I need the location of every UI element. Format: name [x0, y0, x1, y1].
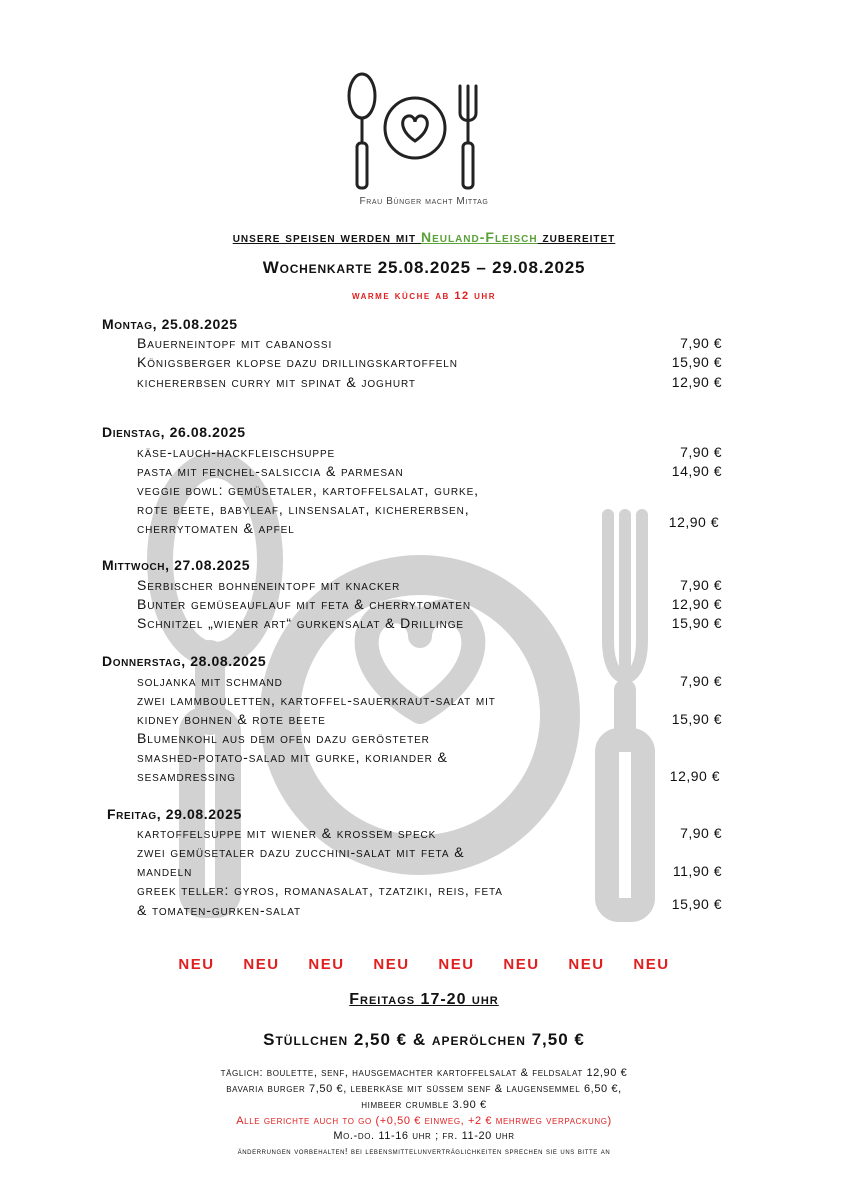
day-heading-thursday: Donnerstag, 28.08.2025	[102, 653, 267, 669]
menu-item: mandeln	[137, 863, 193, 879]
menu-item: & tomaten-gurken-salat	[137, 902, 302, 918]
menu-price: 15,90 €	[671, 615, 722, 631]
menu-price: 7,90 €	[680, 335, 722, 351]
menu-item: soljanka mit schmand	[137, 673, 283, 689]
footer-burger: bavaria burger 7,50 €, leberkäse mit süssem senf & laugensemmel 6,50 €,	[226, 1083, 622, 1095]
menu-price: 11,90 €	[672, 863, 722, 879]
friday-hours-heading: Freitags 17-20 uhr	[349, 991, 499, 1008]
footer-to-go: Alle gerichte auch to go (+0,50 € einweg, +2 € mehrweg verpackung)	[236, 1115, 612, 1127]
menu-item: veggie bowl: gemüsetaler, kartoffelsalat, gurke,	[137, 482, 479, 498]
day-heading-friday: Freitag, 29.08.2025	[107, 806, 242, 822]
menu-item: rote beete, babyleaf, linsensalat, kichererbsen,	[137, 501, 470, 517]
neuland-notice	[0, 229, 848, 245]
menu-item: sesamdressing	[137, 768, 236, 784]
menu-price: 7,90 €	[680, 444, 722, 460]
footer-disclaimer: änderrungen vorbehalten! bei lebensmittelunverträglichkeiten sprechen sie uns bitte an	[237, 1146, 611, 1156]
menu-price: 12,90 €	[669, 768, 720, 784]
neu-label: NEU	[438, 956, 475, 973]
menu-item: käse-lauch-hackfleischsuppe	[137, 444, 336, 460]
day-heading-tuesday: Dienstag, 26.08.2025	[102, 424, 246, 440]
menu-item: kidney bohnen & rote beete	[137, 711, 326, 727]
neu-label: NEU	[243, 956, 280, 973]
menu-item: Blumenkohl aus dem ofen dazu gerösteter	[137, 730, 430, 746]
menu-item: greek teller: gyros, romanasalat, tzatziki, reis, feta	[137, 882, 503, 898]
menu-item: cherrytomaten & apfel	[137, 520, 295, 536]
menu-price: 7,90 €	[680, 825, 722, 841]
menu-item: Königsberger klopse dazu drillingskartoffeln	[137, 354, 458, 370]
menu-price: 12,90 €	[671, 374, 722, 390]
neu-label: NEU	[503, 956, 540, 973]
menu-price: 12,90 €	[668, 514, 719, 530]
neu-label: NEU	[568, 956, 605, 973]
menu-item: pasta mit fenchel-salsiccia & parmesan	[137, 463, 404, 479]
menu-item: Schnitzel „wiener art“ gurkensalat & Drillinge	[137, 615, 464, 631]
notice-highlight: Neuland-Fleisch	[420, 229, 538, 245]
menu-item: kartoffelsuppe mit wiener & krossem speck	[137, 825, 437, 841]
menu-item: kichererbsen curry mit spinat & joghurt	[137, 374, 416, 390]
menu-price: 12,90 €	[671, 596, 722, 612]
neu-label: NEU	[373, 956, 410, 973]
warm-kitchen-note: warme küche ab 12 uhr	[352, 290, 496, 302]
menu-item: Serbischer bohneneintopf mit knacker	[137, 577, 401, 593]
week-title: Wochenkarte 25.08.2025 – 29.08.2025	[262, 258, 586, 277]
brand-tagline: Frau Bünger macht Mittag	[359, 196, 489, 207]
neu-label: NEU	[308, 956, 345, 973]
menu-price: 7,90 €	[680, 673, 722, 689]
footer-opening-hours: Mo.-do. 11-16 uhr ; fr. 11-20 uhr	[333, 1130, 515, 1142]
neu-label: NEU	[178, 956, 215, 973]
menu-item: smashed-potato-salad mit gurke, koriander &	[137, 749, 448, 765]
menu-price: 14,90 €	[671, 463, 722, 479]
neu-banner	[0, 956, 848, 973]
day-heading-wednesday: Mittwoch, 27.08.2025	[102, 557, 251, 573]
menu-price: 15,90 €	[671, 711, 722, 727]
offer-headline: Stüllchen 2,50 € & aperölchen 7,50 €	[263, 1030, 585, 1049]
menu-item: zwei lammbouletten, kartoffel-sauerkraut-salat mit	[137, 692, 496, 708]
menu-price: 15,90 €	[671, 354, 722, 370]
footer-crumble: himbeer crumble 3.90 €	[361, 1099, 487, 1111]
menu-price: 15,90 €	[671, 896, 722, 912]
menu-item: zwei gemüsetaler dazu zucchini-salat mit feta &	[137, 844, 465, 860]
day-heading-monday: Montag, 25.08.2025	[102, 316, 238, 332]
menu-price: 7,90 €	[680, 577, 722, 593]
plate-cutlery-logo-icon	[330, 68, 520, 198]
notice-suffix: zubereitet	[537, 229, 616, 245]
notice-prefix: unsere speisen werden mit	[232, 229, 421, 245]
footer-daily: täglich: boulette, senf, hausgemachter kartoffelsalat & feldsalat 12,90 €	[220, 1067, 628, 1079]
menu-item: Bunter gemüseauflauf mit feta & cherrytomaten	[137, 596, 472, 612]
menu-item: Bauerneintopf mit cabanossi	[137, 335, 333, 351]
neu-label: NEU	[633, 956, 670, 973]
